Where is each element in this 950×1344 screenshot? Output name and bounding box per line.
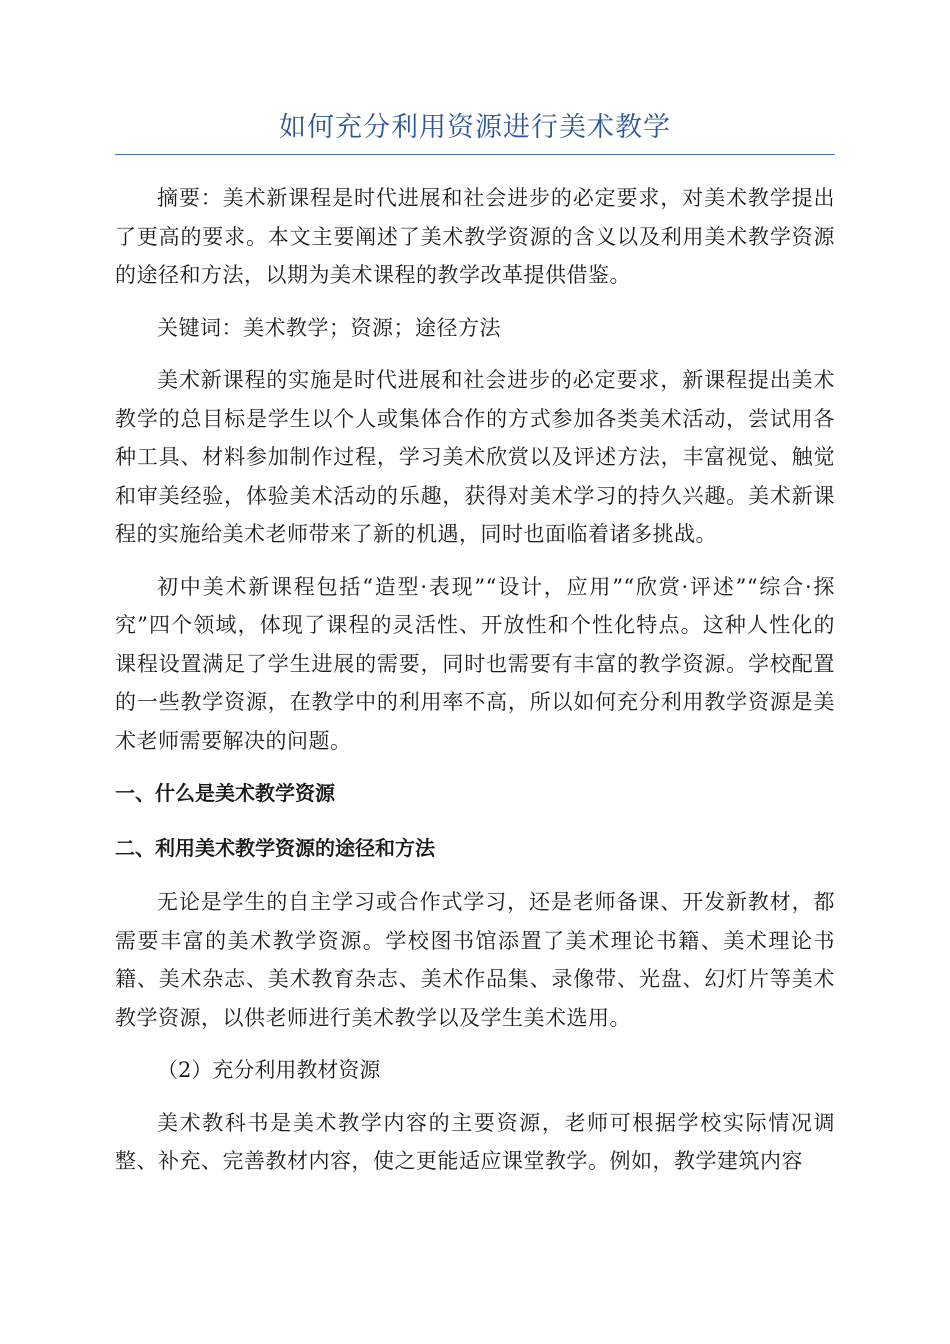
keywords-paragraph: 关键词：美术教学；资源；途径方法	[157, 315, 501, 340]
body-paragraph-3: 无论是学生的自主学习或合作式学习，还是老师备课、开发新教材，都需要丰富的美术教学资源。学校图书馆添置了美术理论书籍、美术理论书籍、美术杂志、美术教育杂志、美术作品集、录像带、光盘、幻灯片等美术教学资源，以供老师进行美术教学以及学生美术选用。	[115, 890, 835, 1030]
document-title: 如何充分利用资源进行美术教学	[115, 108, 835, 155]
section-heading-2: 二、利用美术教学资源的途径和方法	[115, 835, 435, 860]
body-paragraph-1: 美术新课程的实施是时代进展和社会进步的必定要求，新课程提出美术教学的总目标是学生以个人或集体合作的方式参加各类美术活动，尝试用各种工具、材料参加制作过程，学习美术欣赏以及评述方法，丰富视觉、触觉和审美经验，体验美术活动的乐趣，获得对美术学习的持久兴趣。美术新课程的实施给美术老师带来了新的机遇，同时也面临着诸多挑战。	[115, 368, 835, 546]
subsection-heading-2: （2）充分利用教材资源	[157, 1058, 381, 1082]
body-paragraph-2: 初中美术新课程包括“造型·表现”“设计，应用”“欣赏·评述”“综合·探究”四个领域，体现了课程的灵活性、开放性和个性化特点。这种人性化的课程设置满足了学生进展的需要，同时也需要有丰富的教学资源。学校配置的一些教学资源，在教学中的利用率不高，所以如何充分利用教学资源是美术老师需要解决的问题。	[115, 574, 835, 753]
body-paragraph-4: 美术教科书是美术教学内容的主要资源，老师可根据学校实际情况调整、补充、完善教材内容，使之更能适应课堂教学。例如，教学建筑内容	[115, 1110, 835, 1173]
section-heading-1: 一、什么是美术教学资源	[115, 781, 335, 805]
abstract-paragraph: 摘要：美术新课程是时代进展和社会进步的必定要求，对美术教学提出了更高的要求。本文主要阐述了美术教学资源的含义以及利用美术教学资源的途径和方法，以期为美术课程的教学改革提供借鉴。	[115, 186, 835, 287]
document-page	[115, 108, 835, 1195]
